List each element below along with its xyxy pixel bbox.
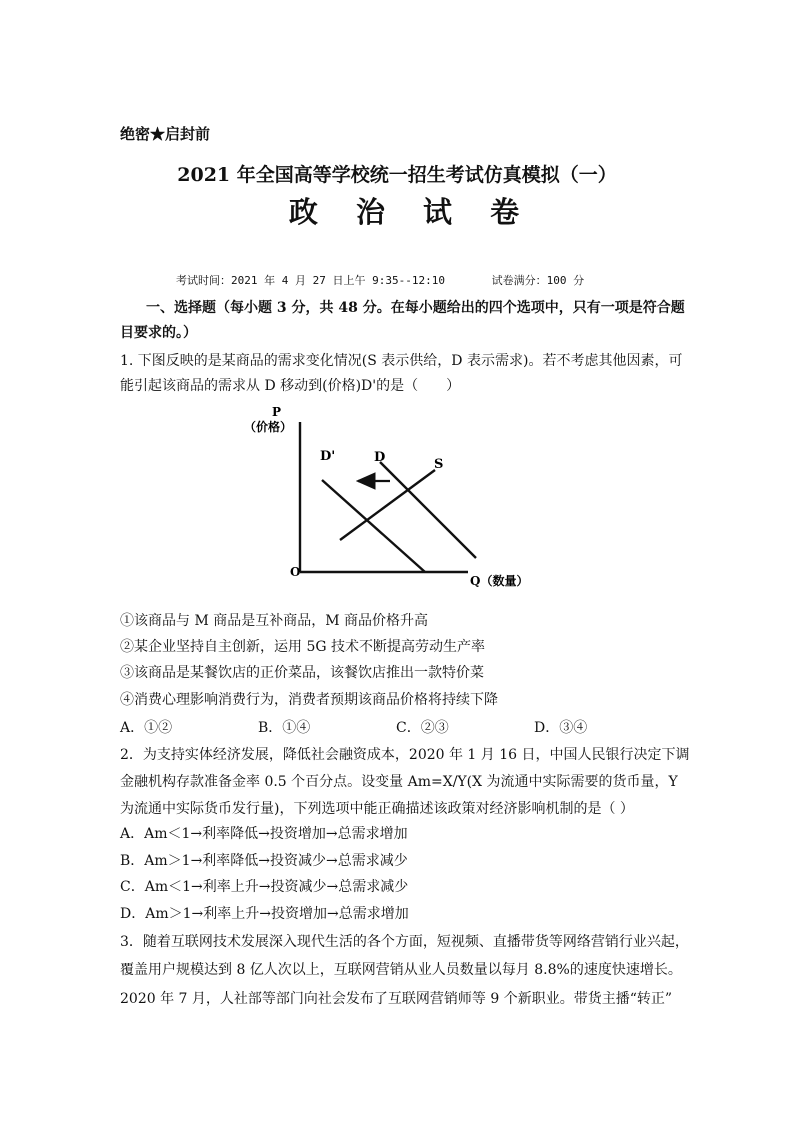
q1-option-a: A．①② (120, 720, 173, 736)
q1-options (120, 717, 680, 737)
q1-option-d: D．③④ (534, 720, 588, 736)
y-label-price: （价格） (244, 420, 293, 434)
q1-statement-1: ①该商品与 M 商品是互补商品，M 商品价格升高 (120, 613, 429, 629)
curve-d-prime (322, 480, 425, 572)
q1-statement-4: ④消费心理影响消费行为，消费者预期该商品价格将持续下降 (120, 692, 498, 708)
q1-stem-line1: 1. 下图反映的是某商品的需求变化情况(S 表示供给，D 表示需求)。若不考虑其他因素，可 (120, 353, 683, 369)
x-label: Q（数量） (470, 574, 529, 588)
q3-stem-line3: 2020 年 7 月，人社部等部门向社会发布了互联网营销师等 9 个新职业。带货主播“转正” (120, 991, 673, 1007)
section-heading-line1: 一、选择题（每小题 3 分，共 48 分。在每小题给出的四个选项中，只有一项是符合题 (146, 300, 685, 316)
y-label-p: P (272, 405, 282, 419)
q1-statement-2: ②某企业坚持自主创新，运用 5G 技术不断提高劳动生产率 (120, 639, 485, 655)
q2-stem-line2: 金融机构存款准备金率 0.5 个百分点。设变量 Am=X/Y(X 为流通中实际需要的货币量，Y (120, 774, 678, 790)
q2-option-c: C．Am＜1→利率上升→投资减少→总需求减少 (120, 879, 409, 895)
q2-stem-line3: 为流通中实际货币发行量)，下列选项中能正确描述该政策对经济影响机制的是（ ） (120, 801, 634, 817)
supply-demand-graph (240, 400, 560, 595)
q3-stem-line1: 3．随着互联网技术发展深入现代生活的各个方面，短视频、直播带货等网络营销行业兴起， (120, 934, 689, 950)
exam-info (176, 272, 584, 288)
q3-stem-line2: 覆盖用户规模达到 8 亿人次以上，互联网营销从业人员数量以每月 8.8%的速度快速增长。 (120, 962, 682, 978)
label-d: D (374, 450, 386, 465)
section-heading-line2: 目要求的。） (120, 325, 197, 341)
q2-option-b: B．Am＞1→利率降低→投资减少→总需求减少 (120, 853, 408, 869)
q2-stem-line1: 2．为支持实体经济发展，降低社会融资成本，2020 年 1 月 16 日，中国人民银行决定下调 (120, 747, 690, 763)
label-d-prime: D' (320, 449, 336, 464)
q2-option-d: D．Am＞1→利率上升→投资增加→总需求增加 (120, 906, 409, 922)
q2-option-a: A．Am＜1→利率降低→投资增加→总需求增加 (120, 826, 408, 842)
exam-title: 2021 年全国高等学校统一招生考试仿真模拟（一） (177, 164, 617, 186)
q1-option-c: C．②③ (396, 720, 449, 736)
origin-label: O (290, 565, 301, 579)
subject-title: 政 治 试 卷 (288, 195, 534, 229)
exam-time: 考试时间：2021 年 4 月 27 日上午 9:35--12:10 (176, 274, 445, 287)
confidential-mark: 绝密★启封前 (120, 125, 211, 143)
full-score: 试卷满分：100 分 (491, 274, 585, 287)
q1-statement-3: ③该商品是某餐饮店的正价菜品，该餐饮店推出一款特价菜 (120, 665, 484, 681)
q1-option-b: B．①④ (258, 720, 311, 736)
label-s: S (434, 457, 444, 472)
q1-stem-line2: 能引起该商品的需求从 D 移动到(价格)D'的是（ ） (120, 378, 461, 394)
